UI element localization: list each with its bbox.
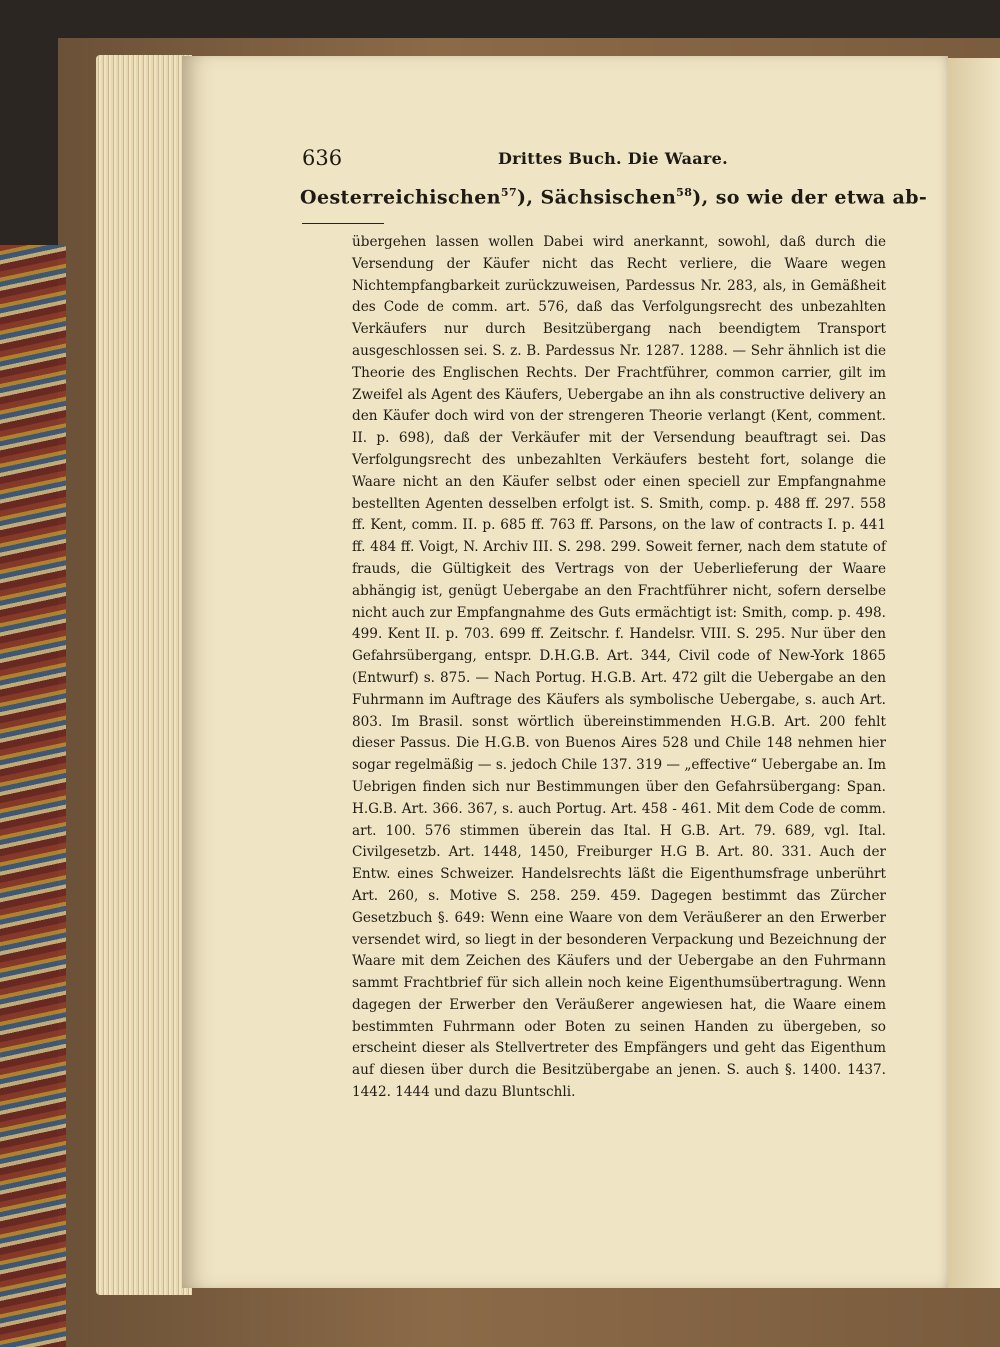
page-number: 636 [302, 146, 343, 170]
body-text-c: ), so wie der etwa ab- [692, 186, 928, 209]
page-stack-edges [96, 55, 192, 1295]
body-text-b: ), Sächsischen [517, 186, 677, 209]
body-text-line [300, 186, 928, 209]
body-text-a: Oesterreichischen [300, 186, 501, 209]
running-head: Drittes Buch. Die Waare. [498, 149, 728, 168]
footnote-ref-57: 57 [500, 186, 518, 199]
marbled-page-edge [0, 245, 66, 1347]
facing-page-edge [944, 58, 1000, 1288]
footnote-ref-58: 58 [676, 186, 693, 199]
footnote-text: übergehen lassen wollen Dabei wird anerkannt, sowohl, daß durch die Versendung der Käufer nicht das Recht verliere, die Waare wegen Nichtempfangbarkeit zurückzuweisen, Pardessus Nr. 283, als, in Gemäßheit des Code de comm. art. 576, daß das Verfolgungsrecht des unbezahlten Verkäufers nur durch Besitzübergang nach beendigtem Transport ausgeschlossen sei. S. z. B. Pardessus Nr. 1287. 1288. — Sehr ähnlich ist die Theorie des Englischen Rechts. Der Frachtführer, common carrier, gilt im Zweifel als Agent des Käufers, Uebergabe an ihn als constructive delivery an den Käufer doch wird von der strengeren Theorie verlangt (Kent, comment. II. p. 698), daß der Verkäufer mit der Versendung beauftragt sei. Das Verfolgungsrecht des unbezahlten Verkäufers besteht fort, solange die Waare nicht an den Käufer selbst oder einen speciell zur Empfangnahme bestellten Agenten desselben erfolgt ist. S. Smith, comp. p. 488 ff. 297. 558 ff. Kent, comm. II. p. 685 ff. 763 ff. Parsons, on the law of contracts I. p. 441 ff. 484 ff. Voigt, N. Archiv III. S. 298. 299. Soweit ferner, nach dem statute of frauds, die Gültigkeit des Vertrags von der Ueberlieferung der Waare abhängig ist, genügt Uebergabe an den Frachtführer nicht, sofern derselbe nicht auch zur Empfangnahme des Guts ermächtigt ist: Smith, comp. p. 498. 499. Kent II. p. 703. 699 ff. Zeitschr. f. Handelsr. VIII. S. 295. Nur über den Gefahrsübergang, entspr. D.H.G.B. Art. 344, Civil code of New-York 1865 (Entwurf) s. 875. — Nach Portug. H.G.B. Art. 472 gilt die Uebergabe an den Fuhrmann im Auftrage des Käufers als symbolische Uebergabe, s. auch Art. 803. Im Brasil. sonst wörtlich übereinstimmenden H.G.B. Art. 200 fehlt dieser Passus. Die H.G.B. von Buenos Aires 528 und Chile 148 nehmen hier sogar regelmäßig — s. jedoch Chile 137. 319 — „effective“ Uebergabe an. Im Uebrigen finden sich nur Bestimmungen über den Gefahrsübergang: Span. H.G.B. Art. 366. 367, s. auch Portug. Art. 458 - 461. Mit dem Code de comm. art. 100. 576 stimmen überein das Ital. H G.B. Art. 79. 689, vgl. Ital. Civilgesetzb. Art. 1448, 1450, Freiburger H.G B. Art. 80. 331. Auch der Entw. eines Schweizer. Handelsrechts läßt die Eigenthumsfrage unberührt Art. 260, s. Motive S. 258. 259. 459. Dagegen bestimmt das Zürcher Gesetzbuch §. 649: Wenn eine Waare von dem Veräußerer an den Erwerber versendet wird, so liegt in der besonderen Verpackung und Bezeichnung der Waare mit dem Zeichen des Käufers und der Uebergabe an den Fuhrmann sammt Frachtbrief für sich allein noch keine Eigenthumsübertragung. Wenn dagegen der Erwerber den Veräußerer angewiesen hat, die Waare einem bestimmten Fuhrmann oder Boten zu seinen Handen zu übergeben, so erscheint dieser als Stellvertreter des Empfängers und geht das Eigenthum auf diesen über durch die Besitzübergabe an jenen. S. auch §. 1400. 1437. 1442. 1444 und dazu Bluntschli. [352, 234, 886, 1101]
footnote-rule [302, 223, 384, 224]
page-header [302, 146, 892, 172]
footnote-block [352, 232, 886, 1104]
